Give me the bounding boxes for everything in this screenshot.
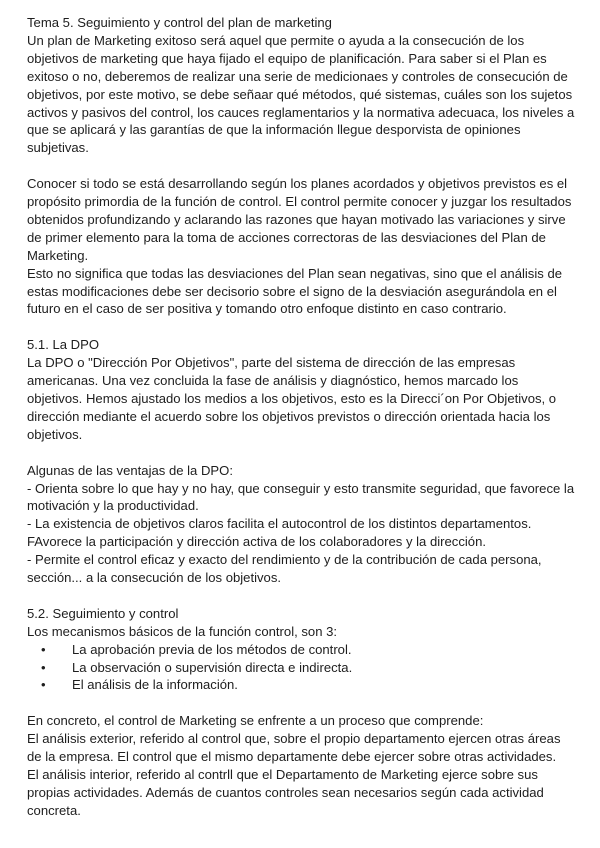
section-title: 5.2. Seguimiento y control [27, 605, 179, 621]
list-item-text: La aprobación previa de los métodos de control. [72, 641, 352, 657]
paragraph: La DPO o "Dirección Por Objetivos", parte del sistema de dirección de las empresas americanas. Una vez concluida la fase de análisis y diagnóstico, hemos marcado los objetivos. Hemos ajustado los medios a los objetivos, esto es la Direcci´on Por Objetivos, o dirección mediante el acuerdo sobre los objetivos previstos o dirección orientada hacia los objetivos. [27, 355, 557, 442]
list-item [27, 641, 575, 659]
list-item-text: El análisis de la información. [72, 677, 238, 693]
bullet-icon: • [41, 677, 46, 693]
paragraph-gap [27, 444, 575, 462]
advantages-intro: Algunas de las ventajas de la DPO: [27, 462, 233, 478]
paragraph: En concreto, el control de Marketing se enfrente a un proceso que comprende: [27, 713, 484, 729]
paragraph-gap [27, 157, 575, 175]
list-item [27, 676, 575, 694]
paragraph: El análisis interior, referido al contrll que el Departamento de Marketing ejerce sobre sus propias actividades. Además de cuantos controles sean necesarios según cada actividad concreta. [27, 766, 544, 818]
section-title: 5.1. La DPO [27, 337, 100, 353]
paragraph-gap [27, 318, 575, 336]
bullet-icon: • [41, 659, 46, 675]
list-item [27, 659, 575, 677]
advantage-item: - La existencia de objetivos claros facilita el autocontrol de los distintos departamentos. FAvorece la participación y dirección activa de los colaboradores y la dirección. [27, 516, 532, 550]
bullet-icon: • [41, 641, 46, 657]
list-item-text: La observación o supervisión directa e indirecta. [72, 659, 353, 675]
document-body [27, 14, 575, 820]
advantage-item: - Orienta sobre lo que hay y no hay, que conseguir y esto transmite seguridad, que favorece la motivación y la productividad. [27, 480, 575, 514]
mechanisms-list [27, 641, 575, 695]
advantage-item: - Permite el control eficaz y exacto del rendimiento y de la contribución de cada persona, sección... a la consecución de los objetivos. [27, 552, 542, 586]
mechanisms-intro: Los mecanismos básicos de la función control, son 3: [27, 623, 338, 639]
paragraph: Conocer si todo se está desarrollando según los planes acordados y objetivos previstos es el propósito primordia de la función de control. El control permite conocer y juzgar los resultados obtenidos profundizando y aclarando las razones que hayan motivado las variaciones y sirve de primer elemento para la toma de acciones correctoras de las desviaciones del Plan de Marketing. [27, 176, 572, 263]
paragraph-gap [27, 587, 575, 605]
paragraph: Esto no significa que todas las desviaciones del Plan sean negativas, sino que el análisis de estas modificaciones debe ser decisorio sobre el signo de la desviación asegurándola en el futuro en el caso de ser positiva y tomando otro enfoque distinto en caso contrario. [27, 265, 563, 317]
paragraph: El análisis exterior, referido al control que, sobre el propio departamento ejercen otras áreas de la empresa. El control que el mismo departamente debe ejercer sobre otras actividades. [27, 731, 561, 765]
paragraph-gap [27, 694, 575, 712]
paragraph: Un plan de Marketing exitoso será aquel que permite o ayuda a la consecución de los objetivos de marketing que haya fijado el equipo de planificación. Para saber si el Plan es exitoso o no, deberemos de realizar una serie de medicionaes y controles de consecución de objetivos, por este motivo, se debe señaar qué métodos, qué sistemas, cuáles son los sujetos activos y pasivos del control, los cauces reglamentarios y la normativa adecuaca, los niveles a que se aplicará y las garantías de que la información llegue desporvista de opiniones subjetivas. [27, 32, 575, 156]
section-title: Tema 5. Seguimiento y control del plan de marketing [27, 15, 332, 30]
